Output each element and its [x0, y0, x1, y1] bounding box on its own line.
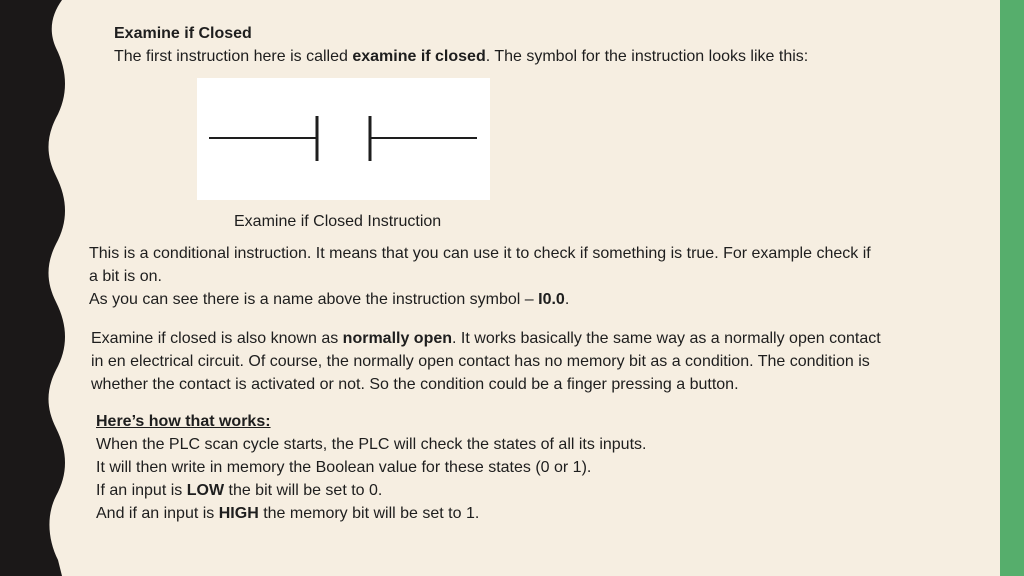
paragraph1-line3-before: As you can see there is a name above the instruction symbol – [89, 291, 539, 308]
wavy-border [0, 0, 80, 576]
paragraph1-line2: a bit is on. [89, 268, 162, 285]
normally-open-contact-icon [197, 78, 490, 200]
intro-text-before: The first instruction here is called [114, 48, 353, 65]
paragraph3-line3-before: If an input is [96, 482, 187, 499]
paragraph3-line3 [96, 479, 956, 502]
paragraph2-line1-before: Examine if closed is also known as [91, 330, 343, 347]
paragraph3-line3-after: the bit will be set to 0. [224, 482, 383, 499]
contact-symbol-figure [197, 78, 490, 200]
accent-bar [1000, 0, 1024, 576]
intro-text-bold: examine if closed [352, 48, 486, 65]
paragraph2-line1 [91, 327, 971, 350]
intro-line [114, 45, 808, 68]
section-title: Examine if Closed [114, 25, 252, 42]
paragraph3-line2: It will then write in memory the Boolean value for these states (0 or 1). [96, 459, 592, 476]
high-term: HIGH [218, 505, 259, 522]
normally-open-term: normally open [342, 330, 453, 347]
how-it-works-heading: Here’s how that works: [96, 413, 271, 430]
address-label: I0.0 [538, 291, 565, 308]
paragraph1-line3 [89, 288, 969, 311]
paragraph2-line2: in en electrical circuit. Of course, the normally open contact has no memory bit as a condition. The condition is [91, 353, 870, 370]
paragraph3-line4 [96, 502, 956, 525]
header [114, 22, 808, 68]
intro-text-after: . The symbol for the instruction looks like this: [485, 48, 809, 65]
paragraph3-line1: When the PLC scan cycle starts, the PLC will check the states of all its inputs. [96, 436, 647, 453]
paragraph-how-it-works [96, 410, 956, 525]
paragraph-normally-open [91, 327, 971, 396]
low-term: LOW [186, 482, 225, 499]
paragraph3-line4-after: the memory bit will be set to 1. [258, 505, 480, 522]
paragraph2-line3: whether the contact is activated or not. So the condition could be a finger pressing a button. [91, 376, 739, 393]
paragraph2-line1-after: . It works basically the same way as a normally open contact [452, 330, 881, 347]
paragraph1-line1: This is a conditional instruction. It means that you can use it to check if something is true. For example check if [89, 245, 871, 262]
paragraph3-line4-before: And if an input is [96, 505, 219, 522]
paragraph1-line3-after: . [564, 291, 570, 308]
figure-caption: Examine if Closed Instruction [234, 213, 442, 230]
paragraph-conditional [89, 242, 969, 311]
